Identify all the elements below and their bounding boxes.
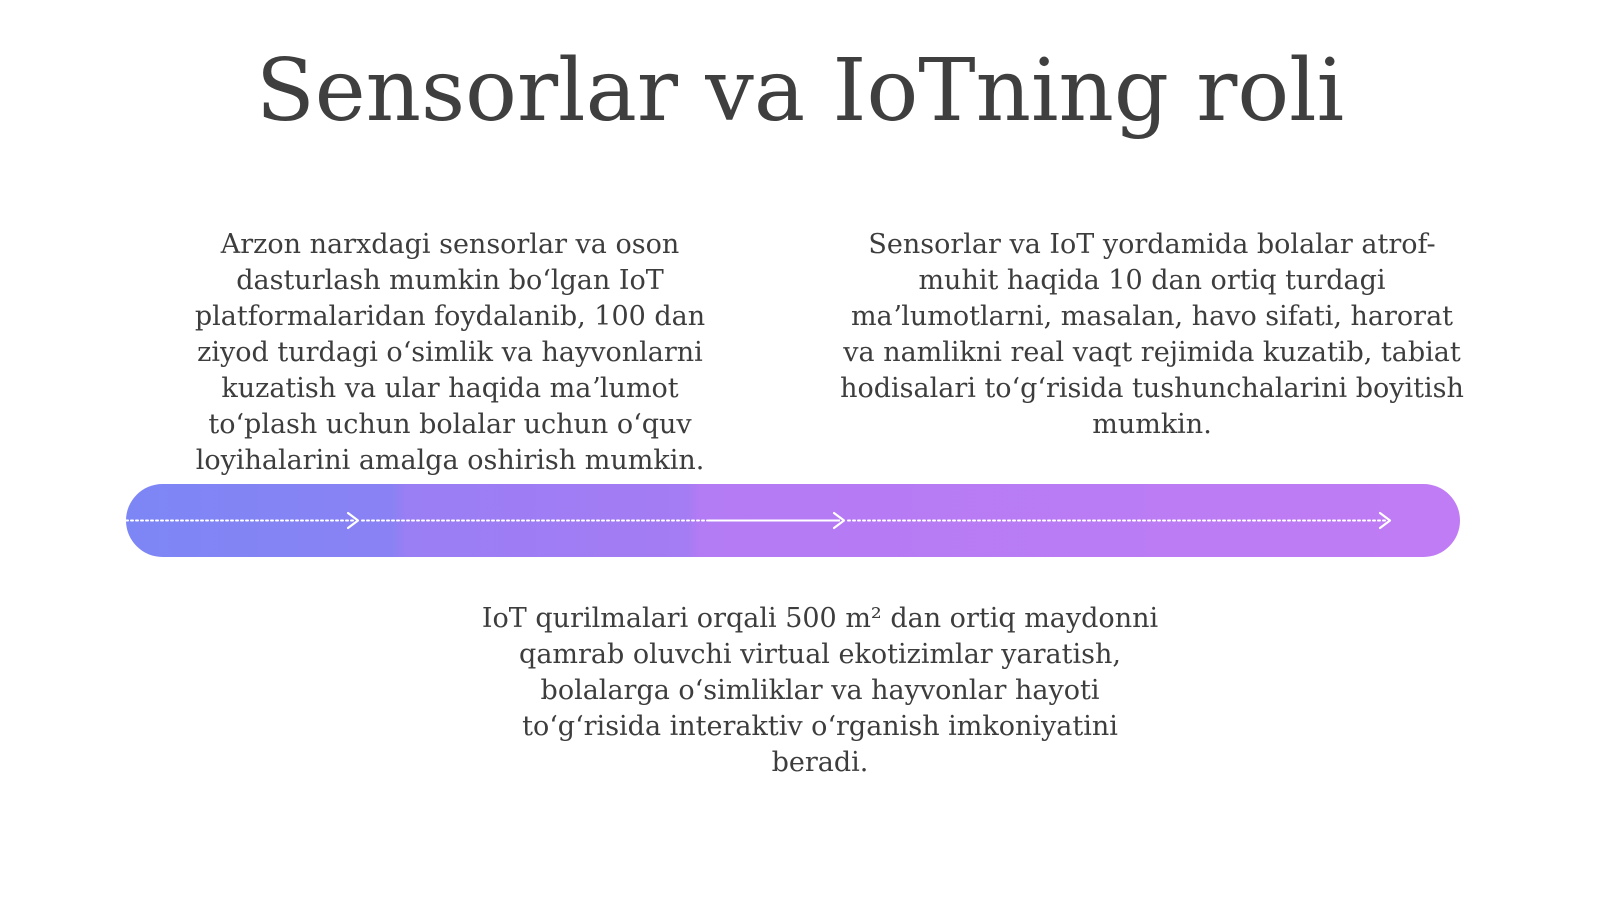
timeline-arrows [126,484,1460,557]
slide-title: Sensorlar va IoTning roli [255,41,1345,141]
text-block-right: Sensorlar va IoT yordamida bolalar atrof-muhit haqida 10 dan ortiq turdagi maʼlumotlarni, masalan, havo sifati, harorat va namlikni real vaqt rejimida kuzatib, tabiat hodisalari toʻgʻrisida tushunchalarini boyitish mumkin. [840,229,1464,440]
text-block-left: Arzon narxdagi sensorlar va oson dasturlash mumkin boʻlgan IoT platformalaridan foydalanib, 100 dan ziyod turdagi oʻsimlik va hayvonlarni kuzatish va ular haqida maʼlumot toʻplash uchun bolalar uchun oʻquv loyihalarini amalga oshirish mumkin. [194,229,706,476]
timeline-bar [126,484,1460,557]
text-block-bottom: IoT qurilmalari orqali 500 m² dan ortiq maydonni qamrab oluvchi virtual ekotizimlar yaratish, bolalarga oʻsimliklar va hayvonlar hayoti toʻgʻrisida interaktiv oʻrganish imkoniyatini beradi. [481,603,1159,778]
